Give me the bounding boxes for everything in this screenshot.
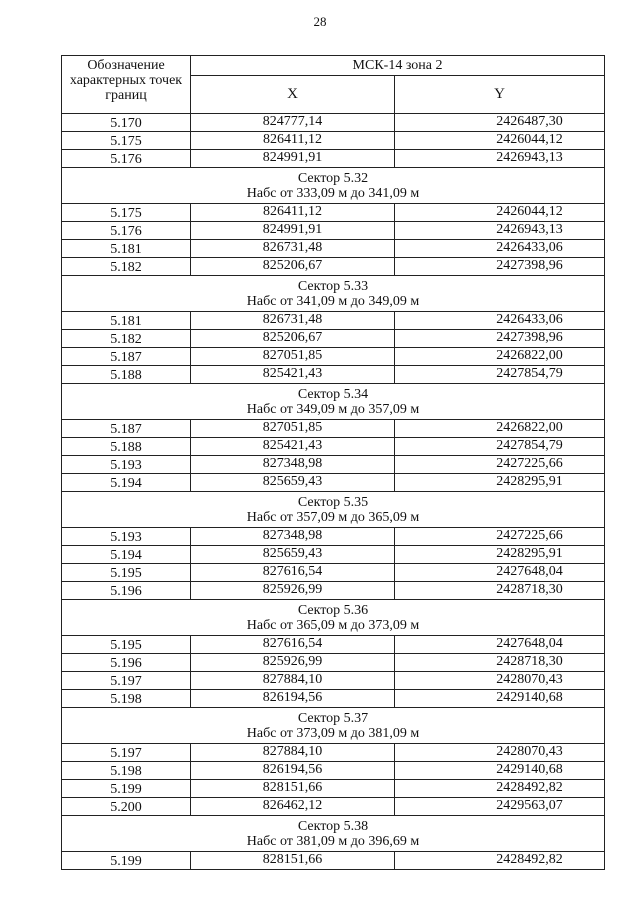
point-id-cell: 5.175	[62, 132, 191, 150]
y-coordinate-cell: 2427648,04	[395, 636, 605, 654]
y-coordinate-cell: 2429140,68	[395, 762, 605, 780]
table-row	[62, 312, 605, 330]
x-coordinate-cell: 828151,66	[191, 852, 395, 870]
sector-row	[62, 168, 605, 204]
table-row	[62, 438, 605, 456]
x-coordinate-cell: 824991,91	[191, 222, 395, 240]
sector-row	[62, 276, 605, 312]
table-row	[62, 852, 605, 870]
sector-title: Сектор 5.38	[297, 818, 369, 834]
y-coordinate-cell: 2426433,06	[395, 312, 605, 330]
y-coordinate-cell: 2427225,66	[395, 456, 605, 474]
table-row	[62, 672, 605, 690]
y-coordinate-cell: 2429563,07	[395, 798, 605, 816]
sector-height-range: Набс от 341,09 м до 349,09 м	[246, 293, 420, 309]
table-row	[62, 564, 605, 582]
point-id-cell: 5.198	[62, 690, 191, 708]
designation-header: Обозначение характерных точек границ	[62, 56, 191, 114]
point-id-cell: 5.199	[62, 852, 191, 870]
sector-title: Сектор 5.33	[297, 278, 369, 294]
sector-header-cell	[62, 492, 605, 528]
point-id-cell: 5.196	[62, 582, 191, 600]
point-id-cell: 5.197	[62, 744, 191, 762]
point-id-cell: 5.181	[62, 240, 191, 258]
table-header	[62, 56, 605, 114]
x-coordinate-cell: 827616,54	[191, 636, 395, 654]
x-coordinate-cell: 827051,85	[191, 420, 395, 438]
x-coordinate-cell: 828151,66	[191, 780, 395, 798]
point-id-cell: 5.176	[62, 222, 191, 240]
point-id-cell: 5.193	[62, 456, 191, 474]
sector-height-range: Набс от 357,09 м до 365,09 м	[246, 509, 420, 525]
table-body	[62, 114, 605, 870]
x-coordinate-cell: 824991,91	[191, 150, 395, 168]
table-row	[62, 114, 605, 132]
point-id-cell: 5.200	[62, 798, 191, 816]
point-id-cell: 5.195	[62, 564, 191, 582]
table-row	[62, 474, 605, 492]
y-coordinate-cell: 2427398,96	[395, 330, 605, 348]
y-coordinate-cell: 2426044,12	[395, 132, 605, 150]
x-coordinate-cell: 826462,12	[191, 798, 395, 816]
x-coordinate-cell: 826731,48	[191, 312, 395, 330]
sector-title: Сектор 5.35	[297, 494, 369, 510]
x-coordinate-cell: 826411,12	[191, 132, 395, 150]
table-row	[62, 132, 605, 150]
y-coordinate-cell: 2428492,82	[395, 780, 605, 798]
x-coordinate-cell: 827348,98	[191, 456, 395, 474]
sector-header-cell	[62, 600, 605, 636]
y-coordinate-cell: 2428070,43	[395, 744, 605, 762]
x-column-header: X	[191, 76, 395, 114]
table-row	[62, 636, 605, 654]
x-coordinate-cell: 826731,48	[191, 240, 395, 258]
x-coordinate-cell: 825421,43	[191, 366, 395, 384]
y-coordinate-cell: 2428718,30	[395, 654, 605, 672]
y-coordinate-cell: 2429140,68	[395, 690, 605, 708]
y-coordinate-cell: 2428492,82	[395, 852, 605, 870]
x-coordinate-cell: 825926,99	[191, 582, 395, 600]
x-coordinate-cell: 826411,12	[191, 204, 395, 222]
coordinates-table	[61, 55, 605, 870]
point-id-cell: 5.194	[62, 474, 191, 492]
page-number: 28	[313, 14, 327, 29]
x-coordinate-cell: 824777,14	[191, 114, 395, 132]
y-coordinate-cell: 2428295,91	[395, 546, 605, 564]
sector-header-cell	[62, 816, 605, 852]
table-row	[62, 420, 605, 438]
sector-height-range: Набс от 333,09 м до 341,09 м	[246, 185, 420, 201]
point-id-cell: 5.197	[62, 672, 191, 690]
table-row	[62, 330, 605, 348]
sector-height-range: Набс от 381,09 м до 396,69 м	[246, 833, 420, 849]
coordinate-system-header: МСК-14 зона 2	[191, 56, 605, 76]
sector-row	[62, 384, 605, 420]
point-id-cell: 5.196	[62, 654, 191, 672]
y-coordinate-cell: 2426943,13	[395, 222, 605, 240]
x-coordinate-cell: 825421,43	[191, 438, 395, 456]
point-id-cell: 5.188	[62, 366, 191, 384]
y-coordinate-cell: 2427648,04	[395, 564, 605, 582]
sector-row	[62, 600, 605, 636]
sector-row	[62, 708, 605, 744]
table-row	[62, 222, 605, 240]
y-coordinate-cell: 2428070,43	[395, 672, 605, 690]
sector-header-cell	[62, 384, 605, 420]
sector-header-cell	[62, 708, 605, 744]
table-row	[62, 348, 605, 366]
x-coordinate-cell: 826194,56	[191, 762, 395, 780]
table-row	[62, 366, 605, 384]
table-row	[62, 528, 605, 546]
y-coordinate-cell: 2428295,91	[395, 474, 605, 492]
point-id-cell: 5.182	[62, 258, 191, 276]
sector-header-cell	[62, 168, 605, 204]
table-row	[62, 456, 605, 474]
table-row	[62, 780, 605, 798]
table-row	[62, 762, 605, 780]
point-id-cell: 5.170	[62, 114, 191, 132]
point-id-cell: 5.194	[62, 546, 191, 564]
point-id-cell: 5.187	[62, 348, 191, 366]
y-coordinate-cell: 2427854,79	[395, 438, 605, 456]
y-coordinate-cell: 2426822,00	[395, 348, 605, 366]
sector-title: Сектор 5.32	[297, 170, 369, 186]
sector-title: Сектор 5.34	[297, 386, 369, 402]
point-id-cell: 5.193	[62, 528, 191, 546]
point-id-cell: 5.181	[62, 312, 191, 330]
y-coordinate-cell: 2428718,30	[395, 582, 605, 600]
y-coordinate-cell: 2426487,30	[395, 114, 605, 132]
table-row	[62, 150, 605, 168]
y-coordinate-cell: 2426433,06	[395, 240, 605, 258]
x-coordinate-cell: 825926,99	[191, 654, 395, 672]
x-coordinate-cell: 827616,54	[191, 564, 395, 582]
x-coordinate-cell: 826194,56	[191, 690, 395, 708]
point-id-cell: 5.176	[62, 150, 191, 168]
table-row	[62, 240, 605, 258]
sector-row	[62, 492, 605, 528]
x-coordinate-cell: 827884,10	[191, 672, 395, 690]
point-id-cell: 5.182	[62, 330, 191, 348]
table-row	[62, 258, 605, 276]
y-coordinate-cell: 2427398,96	[395, 258, 605, 276]
y-coordinate-cell: 2426943,13	[395, 150, 605, 168]
sector-header-cell	[62, 276, 605, 312]
sector-row	[62, 816, 605, 852]
x-coordinate-cell: 827884,10	[191, 744, 395, 762]
y-coordinate-cell: 2426044,12	[395, 204, 605, 222]
point-id-cell: 5.195	[62, 636, 191, 654]
x-coordinate-cell: 825659,43	[191, 474, 395, 492]
x-coordinate-cell: 827051,85	[191, 348, 395, 366]
table-row	[62, 654, 605, 672]
sector-height-range: Набс от 349,09 м до 357,09 м	[246, 401, 420, 417]
x-coordinate-cell: 825659,43	[191, 546, 395, 564]
table-row	[62, 744, 605, 762]
y-column-header: Y	[395, 76, 605, 114]
point-id-cell: 5.175	[62, 204, 191, 222]
y-coordinate-cell: 2427854,79	[395, 366, 605, 384]
y-coordinate-cell: 2426822,00	[395, 420, 605, 438]
x-coordinate-cell: 825206,67	[191, 330, 395, 348]
point-id-cell: 5.198	[62, 762, 191, 780]
sector-height-range: Набс от 373,09 м до 381,09 м	[246, 725, 420, 741]
table-row	[62, 798, 605, 816]
x-coordinate-cell: 827348,98	[191, 528, 395, 546]
table-row	[62, 690, 605, 708]
sector-title: Сектор 5.36	[297, 602, 369, 618]
x-coordinate-cell: 825206,67	[191, 258, 395, 276]
sector-height-range: Набс от 365,09 м до 373,09 м	[246, 617, 420, 633]
y-coordinate-cell: 2427225,66	[395, 528, 605, 546]
table-row	[62, 582, 605, 600]
table-row	[62, 204, 605, 222]
point-id-cell: 5.188	[62, 438, 191, 456]
point-id-cell: 5.187	[62, 420, 191, 438]
sector-title: Сектор 5.37	[297, 710, 369, 726]
point-id-cell: 5.199	[62, 780, 191, 798]
table-row	[62, 546, 605, 564]
